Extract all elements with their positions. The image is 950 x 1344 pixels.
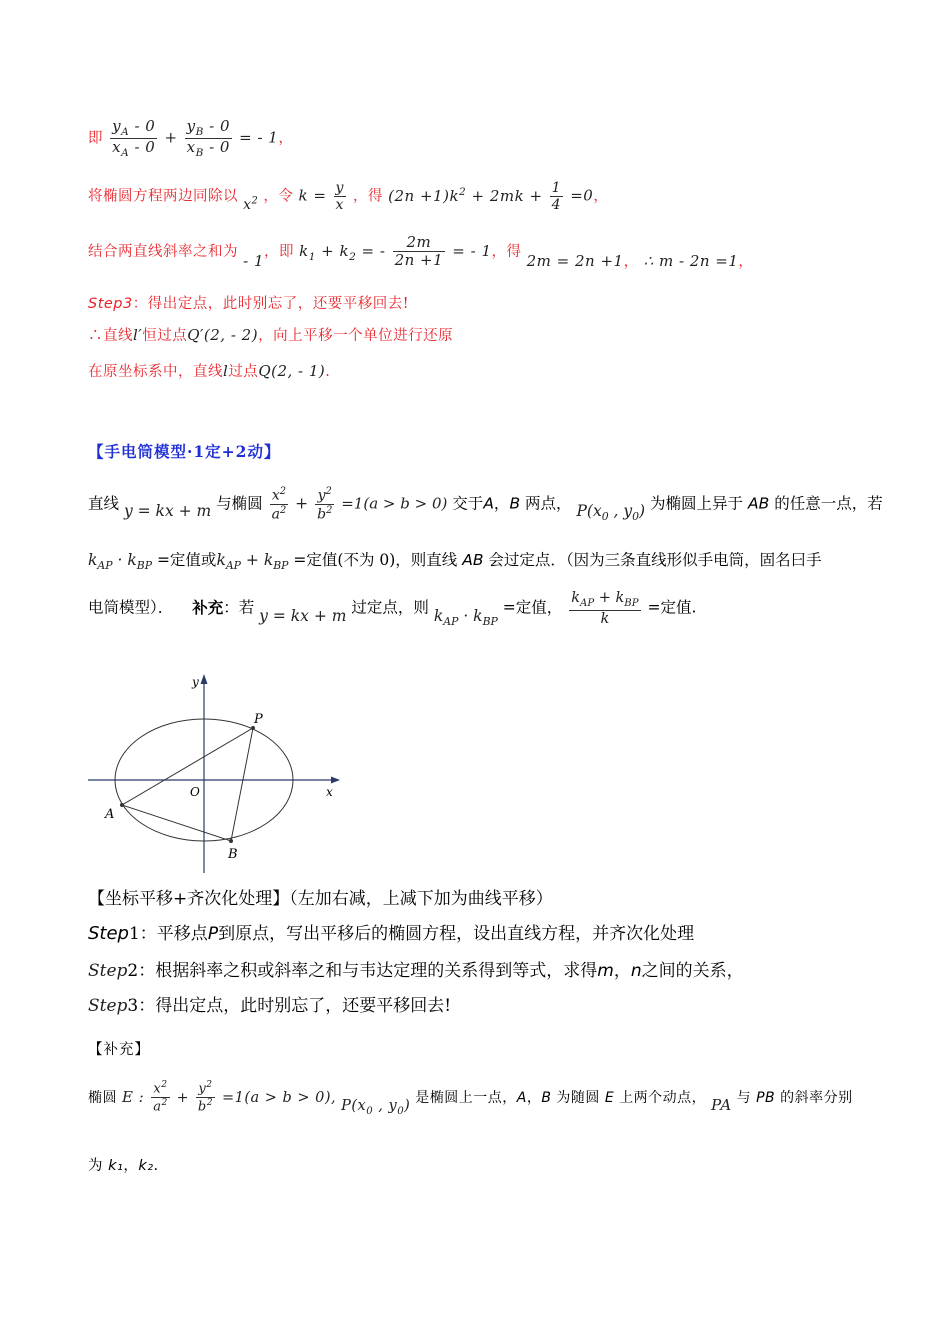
fraction-sup-x2: $\frac{x^2}{a^2}$ [153, 1080, 168, 1115]
supplement-text-b: 是椭圆上一点， [415, 1089, 517, 1106]
y-axis-arrow-icon [201, 674, 208, 684]
section-title: 【手电筒模型·1定+2动】 [88, 442, 281, 461]
para1-text-r: 过定点，则 [351, 598, 429, 617]
step3-text: ：得出定点，此时别忘了，还要平移回去! [132, 296, 410, 312]
para1-text-l: =定值(不为 0)，则直线 [293, 551, 458, 569]
step2-label: Step [88, 961, 128, 981]
step1-label: Step [88, 923, 129, 944]
supplement-title: 【补充】 [88, 1042, 150, 1058]
line5-text-b: 恒过点 [142, 328, 188, 344]
method-step1: Step1：平移点P到原点，写出平移后的椭圆方程，设出直线方程，并齐次化处理 [88, 923, 695, 944]
para1-line2: $k_{AP} \cdot k_{BP}$ =定值或$k_{AP} + k_{BP}$ =定值(不为 0)，则直线 AB 会过定点．（因为三条直线形似手电筒，固名曰手 [88, 551, 822, 573]
para1-text-h: 为椭圆上异于 [650, 494, 744, 513]
p-label: P [254, 712, 263, 727]
para1-text-s: =定值， [502, 598, 563, 617]
para1-text-k: =定值或 [156, 551, 217, 569]
line3-text-b: ，即 [264, 243, 294, 260]
para1-text-t: =定值. [647, 598, 697, 617]
supplement-text-f: 为随圆 [556, 1089, 600, 1106]
para1-text-j: 的任意一点，若 [774, 494, 883, 513]
para1-text-b: 与椭圆 [216, 494, 263, 513]
line6-text-b: 过点 [228, 364, 259, 380]
line2-text-a: 将椭圆方程两边同除以 [88, 188, 238, 205]
line6-text-c: . [325, 364, 331, 380]
line-original-point: 在原坐标系中，直线l过点Q(2, - 1). [88, 362, 331, 380]
para1-ab: AB [748, 494, 770, 513]
fraction-y2-b2: $\frac{y^2}{b^2}$ [317, 486, 333, 523]
line-step3 [88, 292, 409, 313]
para1-text-c: 交于 [452, 494, 484, 513]
para1-supplement-label: 补充 [192, 597, 224, 617]
fraction-ya: $\frac{y_A - 0}{x_A - 0}$ [112, 117, 156, 160]
x-label: x [326, 785, 333, 799]
supplement-line1: 椭圆 E : $\frac{x^2}{a^2}$ + $\frac{y^2}{b^2}$ =1(a > b > 0), $P(x_0$ , $y_0$) 是椭圆上一点，A，B 为随圆 E 上两个动点， PA 与 PB 的斜率分别 [88, 1080, 853, 1117]
x-axis-arrow-icon [331, 777, 340, 784]
line-fixed-point: ∴直线l′恒过点Q′(2, - 2)，向上平移一个单位进行还原 [88, 326, 454, 344]
line3-text-e: ， [738, 253, 754, 270]
line-slope-sum: 结合两直线斜率之和为 - 1，即 $k_1 + k_2$ = - $\frac{2m}{2n +1}$ = - 1，得 2m = 2n +1， ∴ m - 2n =1， [88, 233, 754, 270]
method-step3: Step3：得出定点，此时别忘了，还要平移回去! [88, 996, 452, 1016]
point-a-dot [120, 803, 124, 807]
para1-text-o: 电筒模型）． [88, 598, 174, 617]
ellipse-diagram [86, 668, 348, 878]
supplement-text-a: 椭圆 [88, 1089, 117, 1106]
line3-text-c: ，得 [491, 243, 522, 260]
method-title: 【坐标平移+齐次化处理】（左加右减，上减下加为曲线平移） [88, 889, 553, 909]
line2-text-d: ， [593, 188, 609, 205]
line6-text-a: 在原坐标系中，直线 [88, 364, 223, 380]
line-divide-equation: 将椭圆方程两边同除以 $x^2$ ，令 k = $\frac{y}{x}$ ，得 $(2n +1)k^2 + 2mk$ + $\frac{1}{4}$ =0， [88, 180, 609, 214]
para1-ab-2: AB [462, 551, 484, 569]
fraction-yb: $\frac{y_B - 0}{x_B - 0}$ [186, 117, 230, 160]
fraction-kap-kbp: $\frac{k_{AP} + k_{BP}}{k}$ [571, 590, 639, 627]
para1-point-b: B [509, 494, 521, 513]
line5-text-c: ，向上平移一个单位进行还原 [258, 328, 454, 344]
line2-text-c: ，得 [353, 188, 384, 205]
line5-text-a: ∴直线 [88, 328, 133, 344]
fraction-y-over-x: $\frac{y}{x}$ [335, 180, 344, 214]
supplement-text-l: 的斜率分别 [780, 1089, 853, 1106]
y-label: y [192, 675, 199, 689]
line1-suffix: ， [278, 130, 294, 147]
method-step2: Step2：根据斜率之积或斜率之和与韦达定理的关系得到等式，求得m，n之间的关系， [88, 961, 744, 981]
origin-label: O [190, 785, 200, 799]
line3-text-d: ， [623, 253, 639, 270]
fraction-x2-a2: $\frac{x^2}{a^2}$ [271, 486, 287, 523]
para1-text-a: 直线 [88, 494, 120, 513]
supplement-line2: 为 k₁，k₂. [88, 1158, 159, 1174]
b-label: B [228, 847, 238, 862]
step3b-label: Step [88, 996, 128, 1016]
point-b-dot [229, 839, 233, 843]
para1-line3: 电筒模型）． 补充：若 y = kx + m 过定点，则 $k_{AP} \cdot k_{BP}$ =定值， $\frac{k_{AP} + k_{BP}}{k}$ =定值. [88, 590, 697, 628]
line-ratio-equation: 即 $\frac{y_A - 0}{x_A - 0}$ + $\frac{y_B - 0}{x_B - 0}$ = - 1， [88, 117, 294, 160]
step3-label: Step3 [88, 296, 133, 312]
fraction-2m: $\frac{2m}{2n +1}$ [394, 233, 444, 270]
a-label: A [105, 807, 115, 822]
fraction-sup-y2: $\frac{y^2}{b^2}$ [197, 1080, 214, 1115]
para1-text-n: 会过定点．（因为三条直线形似手电筒，固名曰手 [488, 551, 822, 569]
line2-text-b: ，令 [263, 188, 294, 205]
para1-point-a: A [483, 494, 494, 513]
para1-line1: 直线 y = kx + m 与椭圆 $\frac{x^2}{a^2}$ + $\frac{y^2}{b^2}$ =1(a > b > 0) 交于A，B 两点， $P(x_0$ , $y_0$) 为椭圆上异于 AB 的任意一点，若 [88, 486, 883, 524]
para1-text-g: 两点， [525, 494, 572, 513]
supplement-text-h: 上两个动点， [619, 1089, 707, 1106]
line3-text-a: 结合两直线斜率之和为 [88, 243, 238, 260]
fraction-quarter: $\frac{1}{4}$ [551, 180, 562, 214]
line1-prefix: 即 [88, 130, 103, 147]
